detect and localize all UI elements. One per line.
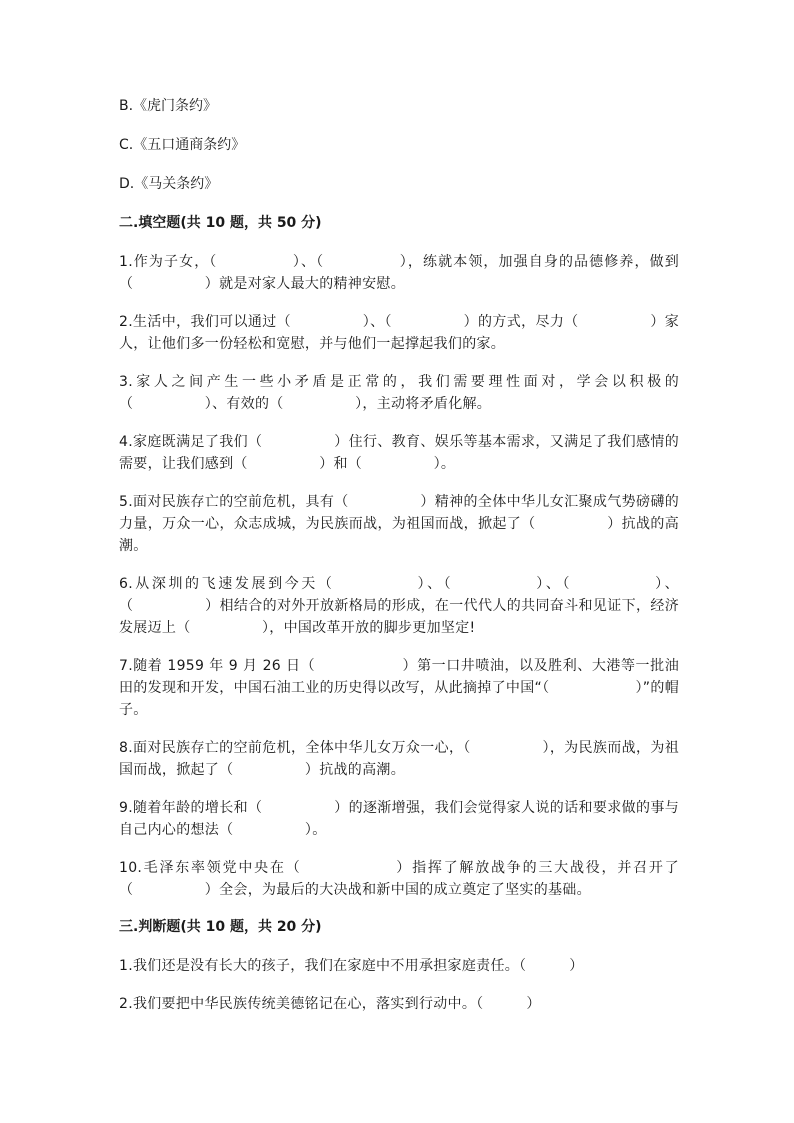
fill-question-10: 10.毛泽东率领党中央在（ ）指挥了解放战争的三大战役，并召开了（ ）全会，为最后的大决战和新中国的成立奠定了坚实的基础。 [119,860,679,898]
fill-question-1: 1.作为子女，（ ）、（ ），练就本领，加强自身的品德修养，做到（ ）就是对家人最大的精神安慰。 [119,254,679,292]
judge-section-title: 三.判断题(共 10 题，共 20 分) [119,919,322,935]
fill-question-4: 4.家庭既满足了我们（ ）住行、教育、娱乐等基本需求，又满足了我们感情的需要，让我们感到（ ）和（ ）。 [119,434,679,472]
option-d: D.《马关条约》 [119,176,219,192]
judge-question-1: 1.我们还是没有长大的孩子，我们在家庭中不用承担家庭责任。（ ） [119,958,584,974]
option-b: B.《虎门条约》 [119,98,218,114]
fill-section-title: 二.填空题(共 10 题，共 50 分) [119,215,322,231]
fill-question-2: 2.生活中，我们可以通过（ ）、（ ）的方式，尽力（ ）家人，让他们多一份轻松和宽慰，并与他们一起撑起我们的家。 [119,314,679,352]
fill-question-3: 3.家人之间产生一些小矛盾是正常的，我们需要理性面对，学会以积极的（ ）、有效的（ ），主动将矛盾化解。 [119,374,679,412]
page-content [119,96,679,1031]
fill-question-5: 5.面对民族存亡的空前危机，具有（ ）精神的全体中华儿女汇聚成气势磅礴的力量，万众一心，众志成城，为民族而战，为祖国而战，掀起了（ ）抗战的高潮。 [119,494,679,554]
fill-question-8: 8.面对民族存亡的空前危机，全体中华儿女万众一心，（ ），为民族而战，为祖国而战，掀起了（ ）抗战的高潮。 [119,740,679,778]
option-c: C.《五口通商条约》 [119,137,246,153]
fill-question-6: 6.从深圳的飞速发展到今天（ ）、（ ）、（ ）、（ ）相结合的对外开放新格局的形成，在一代代人的共同奋斗和见证下，经济发展迈上（ ），中国改革开放的脚步更加坚定! [119,576,679,636]
judge-question-2: 2.我们要把中华民族传统美德铭记在心，落实到行动中。（ ） [119,996,541,1012]
fill-question-7: 7.随着 1959 年 9 月 26 日（ ）第一口井喷油，以及胜利、大港等一批油田的发现和开发，中国石油工业的历史得以改写，从此摘掉了中国“（ ）”的帽子。 [119,658,679,718]
fill-question-9: 9.随着年龄的增长和（ ）的逐渐增强，我们会觉得家人说的话和要求做的事与自己内心的想法（ ）。 [119,800,679,838]
